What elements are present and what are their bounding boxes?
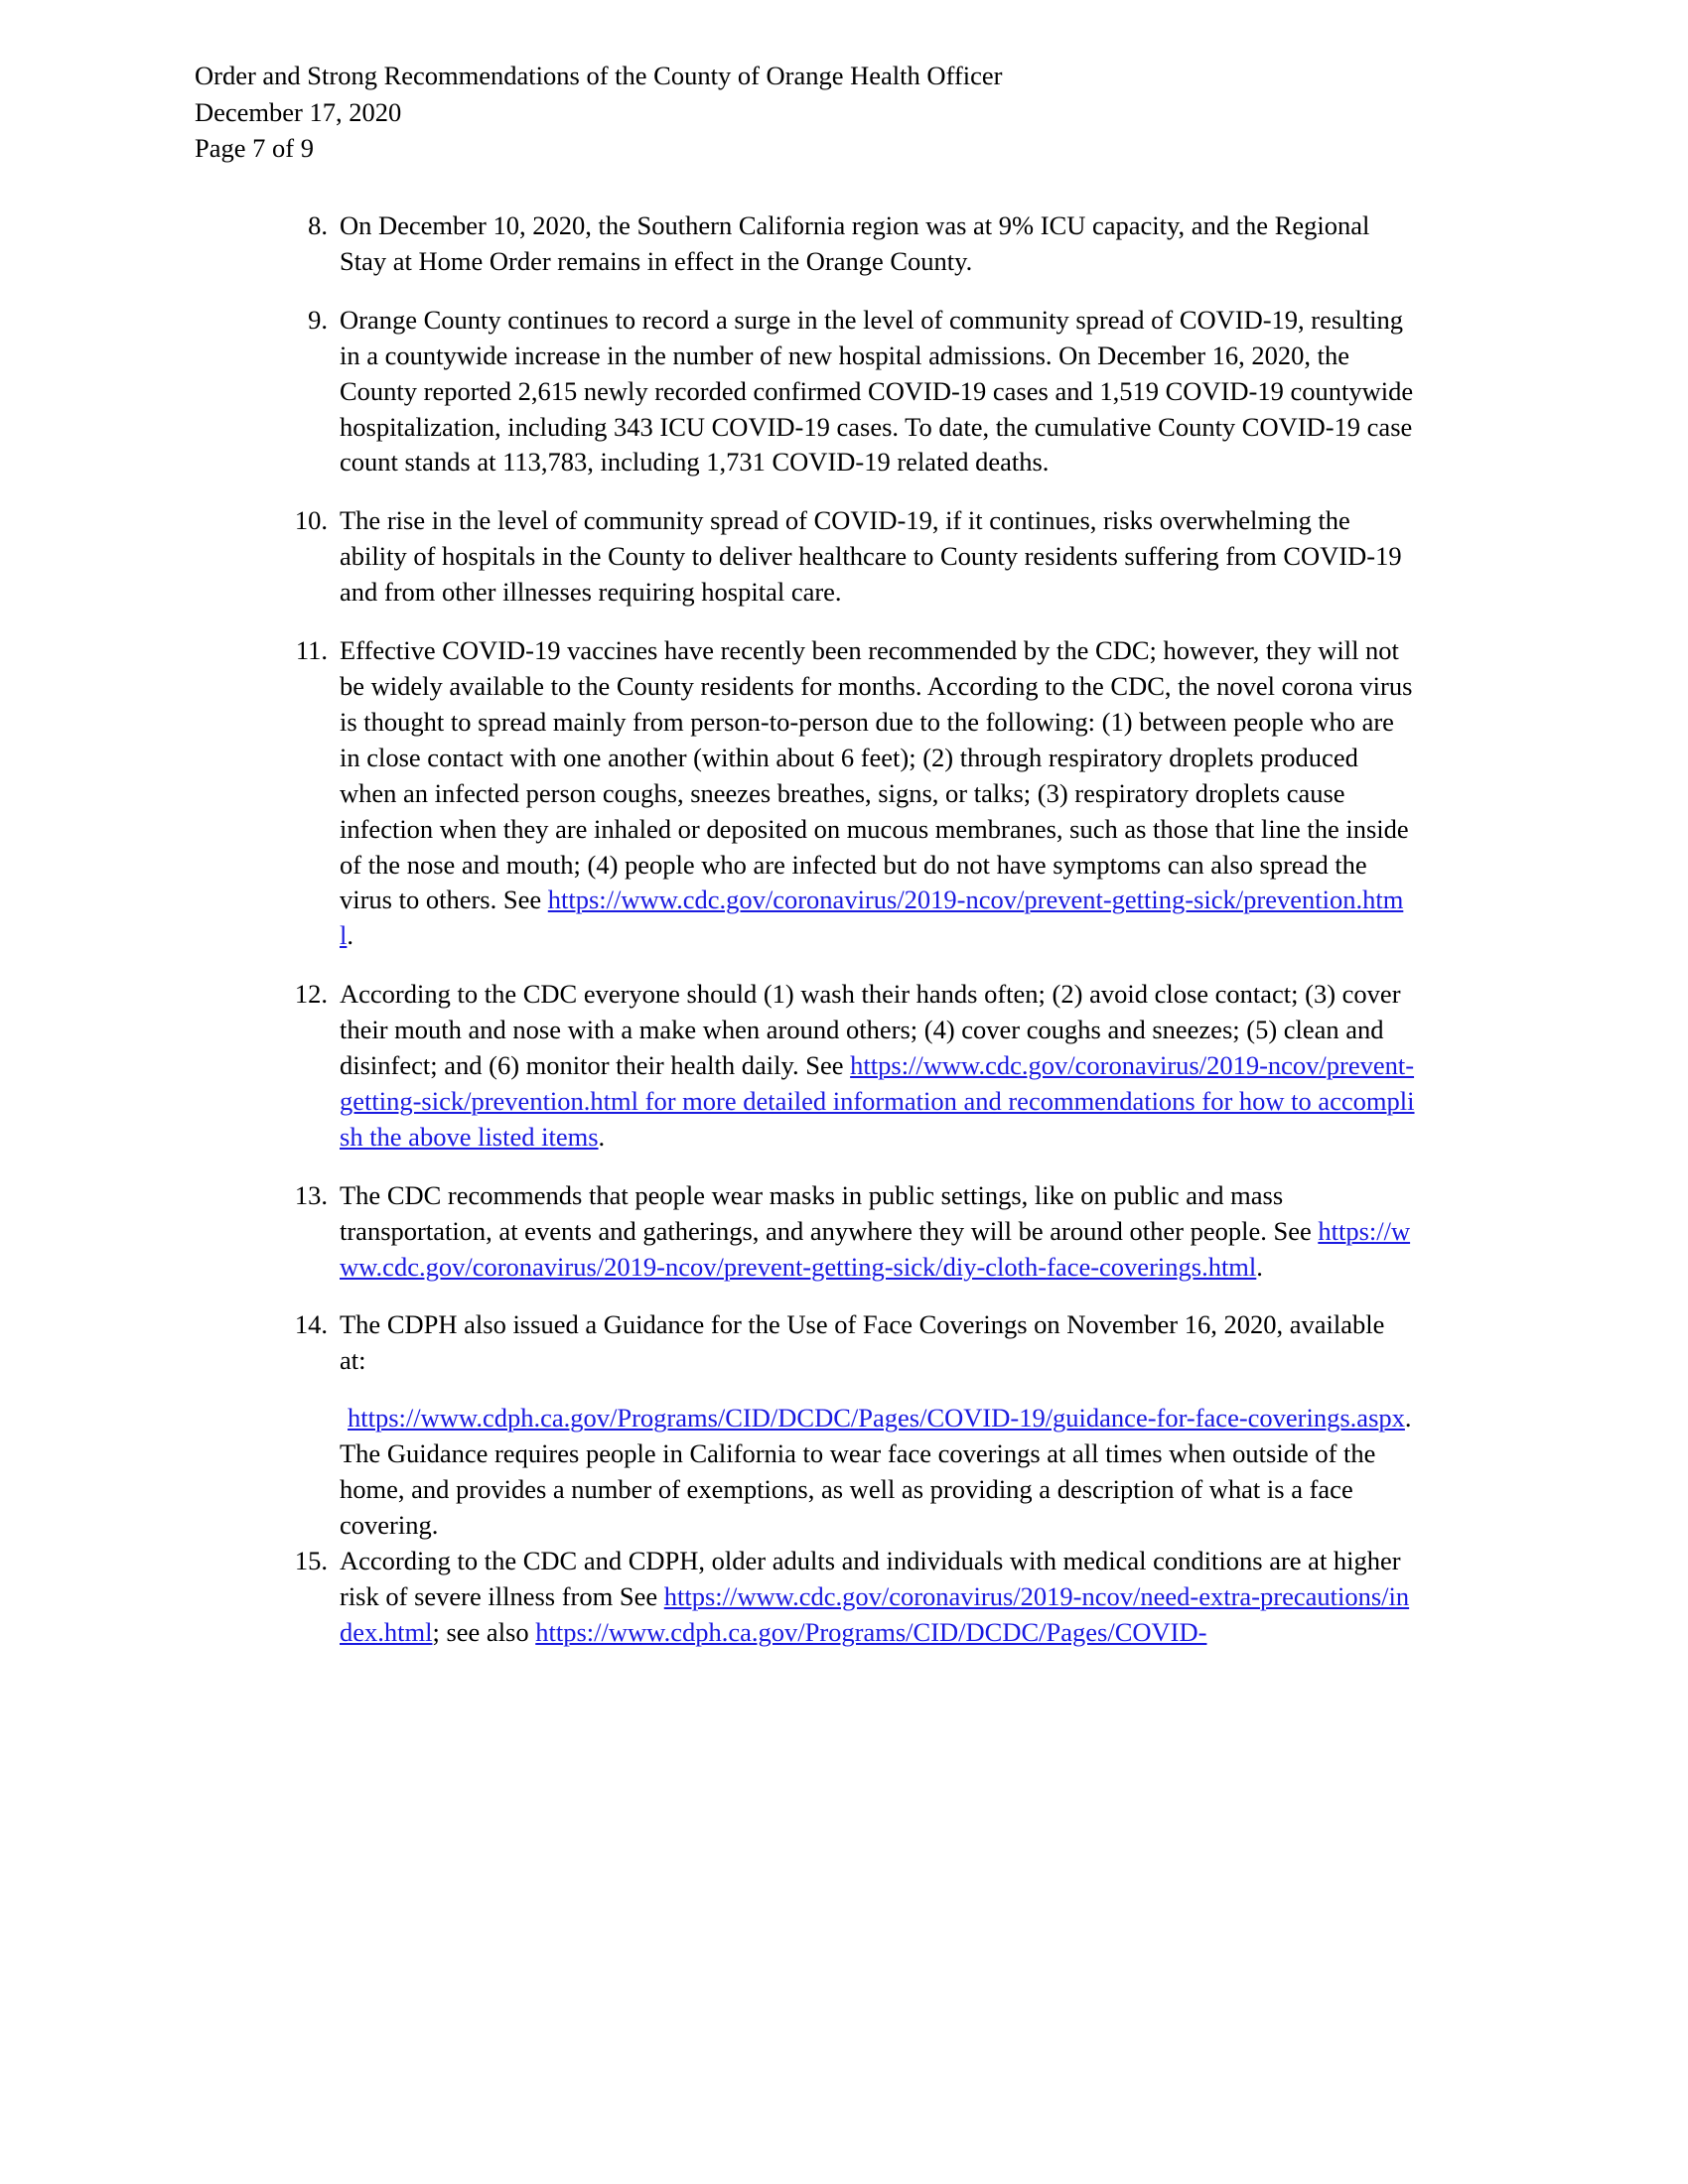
list-item-body: Effective COVID-19 vaccines have recently been recommended by the CDC; however, they will not be widely available to the County residents for months. According to the CDC, the novel corona virus is thought to spread mainly from person-to-person due to the following: (1) between people who are in close contact with one another (within about 6 feet); (2) through respiratory droplets produced when an infected person coughs, sneezes breathes, signs, or talks; (3) respiratory droplets cause infection when they are inhaled or deposited on mucous membranes, such as those that line the inside of the nose and mouth; (4) people who are infected but do not have symptoms can also spread the virus to others. See (340, 635, 1413, 915)
list-item-number: 9. (308, 304, 328, 335)
list-item (284, 633, 1416, 954)
list-item-link-paragraph (340, 1401, 1416, 1436)
list-item-continuation: The Guidance requires people in California to wear face coverings at all times when outside of the home, and provides a number of exemptions, as well as providing a description of what is a face covering. (340, 1438, 1376, 1540)
list-item (284, 1178, 1416, 1286)
list-item (284, 977, 1416, 1156)
list-item-number: 11. (295, 635, 328, 666)
list-item-body: According to the CDC everyone should (1) wash their hands often; (2) avoid close contact; (3) cover their mouth and nose with a make when around others; (4) cover coughs and sneezes; (5) clean and disinfect; and (6) monitor their health daily. See (340, 979, 1401, 1081)
list-item-text (340, 633, 1416, 954)
list-item-trailing: . (598, 1121, 606, 1152)
list-item-number: 12. (294, 979, 328, 1010)
list-item-text (340, 977, 1416, 1156)
header-title-line: Order and Strong Recommendations of the County of Orange Health Officer (195, 61, 1003, 90)
list-item (284, 1544, 1416, 1651)
external-link[interactable]: https://www.cdc.gov/coronavirus/2019-ncov/prevent-getting-sick/prevention.html (340, 885, 1404, 951)
list-item-number: 13. (294, 1179, 328, 1210)
list-item-number: 10. (294, 505, 328, 536)
external-link[interactable]: https://www.cdc.gov/coronavirus/2019-ncov/prevent-getting-sick/diy-cloth-face-coverings.html (340, 1215, 1411, 1282)
external-link[interactable]: https://www.cdph.ca.gov/Programs/CID/DCDC/Pages/COVID-19/guidance-for-face-coverings.aspx (348, 1403, 1405, 1433)
external-link-secondary[interactable]: https://www.cdph.ca.gov/Programs/CID/DCDC/Pages/COVID- (535, 1616, 1207, 1647)
list-item-text (340, 1178, 1416, 1286)
list-item-text: On December 10, 2020, the Southern California region was at 9% ICU capacity, and the Regional Stay at Home Order remains in effect in the Orange County. (340, 210, 1370, 276)
list-item-number: 15. (294, 1545, 328, 1575)
document-header (195, 58, 1287, 167)
document-body (284, 208, 1416, 1674)
list-item-trailing: . (347, 920, 353, 951)
list-item (284, 303, 1416, 481)
list-item-text: Orange County continues to record a surge in the level of community spread of COVID-19, resulting in a countywide increase in the number of new hospital admissions. On December 16, 2020, the County reported 2,615 newly recorded confirmed COVID-19 cases and 1,519 COVID-19 countywide hospitalization, including 343 ICU COVID-19 cases. To date, the cumulative County COVID-19 case count stands at 113,783, including 1,731 COVID-19 related deaths. (340, 304, 1414, 478)
list-item-trailing: ; see also (432, 1616, 536, 1647)
list-item-number: 8. (308, 210, 328, 240)
external-link[interactable]: https://www.cdc.gov/coronavirus/2019-ncov/prevent-getting-sick/prevention.html for more detailed information and recommendations for how to accomplish the above listed items (340, 1050, 1415, 1152)
list-item (284, 208, 1416, 280)
list-item (284, 1307, 1416, 1543)
list-item-number: 14. (294, 1309, 328, 1340)
list-item (284, 503, 1416, 611)
list-item-body: The CDPH also issued a Guidance for the Use of Face Coverings on November 16, 2020, available at: (340, 1309, 1385, 1376)
header-page-line: Page 7 of 9 (195, 133, 314, 164)
list-item-trailing: . (1404, 1403, 1412, 1433)
list-item-body: According to the CDC and CDPH, older adults and individuals with medical conditions are at higher risk of severe illness from See (340, 1545, 1401, 1611)
list-item-text (340, 1307, 1416, 1543)
numbered-item-list (284, 208, 1416, 1651)
list-item-text: The rise in the level of community spread of COVID-19, if it continues, risks overwhelming the ability of hospitals in the County to deliver healthcare to County residents suffering from COVID-19 and from other illnesses requiring hospital care. (340, 505, 1402, 608)
external-link[interactable]: https://www.cdc.gov/coronavirus/2019-ncov/need-extra-precautions/index.html (340, 1580, 1410, 1647)
list-item-body: The CDC recommends that people wear masks in public settings, like on public and mass transportation, at events and gatherings, and anywhere they will be around other people. See (340, 1179, 1319, 1246)
list-item-text (340, 1544, 1416, 1651)
header-date-line: December 17, 2020 (195, 96, 402, 127)
list-item-trailing: . (1256, 1251, 1263, 1282)
